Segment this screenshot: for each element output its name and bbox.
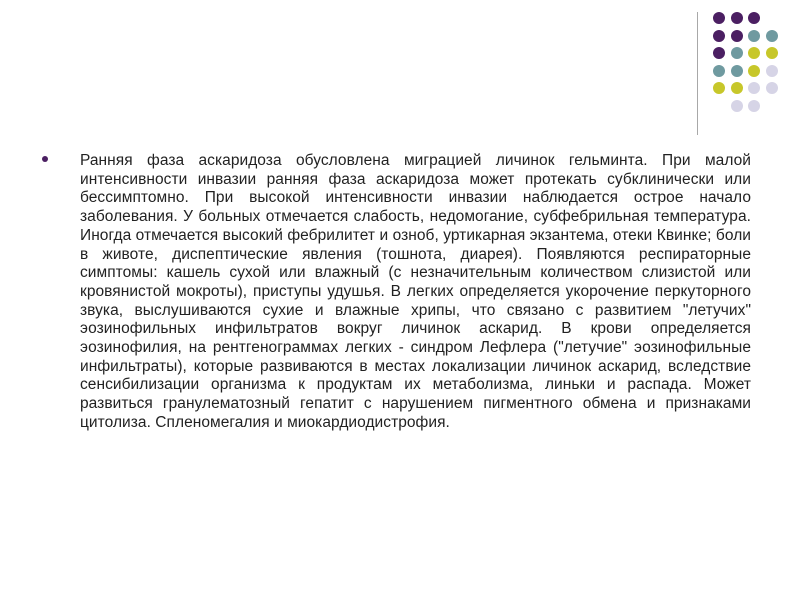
- decorative-dot: [748, 30, 760, 42]
- decorative-dot: [748, 65, 760, 77]
- bullet-dot-icon: [42, 156, 48, 162]
- decorative-dot: [731, 12, 743, 24]
- bullet-item: [45, 152, 751, 433]
- decorative-dot: [731, 30, 743, 42]
- decorative-dot: [766, 47, 778, 59]
- decorative-dot: [748, 47, 760, 59]
- decorative-dot: [766, 82, 778, 94]
- decorative-dot: [713, 12, 725, 24]
- decorative-dot: [713, 82, 725, 94]
- decorative-dot: [766, 30, 778, 42]
- decorative-dot: [731, 100, 743, 112]
- decorative-vertical-line: [697, 12, 698, 135]
- decorative-dot: [748, 82, 760, 94]
- decorative-dot: [748, 12, 760, 24]
- decorative-dot: [731, 82, 743, 94]
- decorative-dot: [731, 65, 743, 77]
- decorative-dot: [713, 47, 725, 59]
- decorative-dot: [766, 65, 778, 77]
- decorative-dot: [731, 47, 743, 59]
- bullet-text: Ранняя фаза аскаридоза обусловлена миграцией личинок гельминта. При малой интенсивности инвазии ранняя фаза аскаридоза может протекать субклинически или бессимптомно. При высокой интенсивности инвазии наблюдается острое начало заболевания. У больных отмечается слабость, недомогание, субфебрильная температура. Иногда отмечается высокий фебрилитет и озноб, уртикарная экзантема, отеки Квинке; боли в животе, диспептические явления (тошнота, диарея). Появляются респираторные симптомы: кашель сухой или влажный (с незначительным количеством слизистой или кровянистой мокроты), приступы удушья. В легких определяется укорочение перкуторного звука, выслушиваются сухие и влажные хрипы, что связано с развитием "летучих" эозинофильных инфильтратов вокруг личинок аскарид. В крови определяется эозинофилия, на рентгенограммах легких - синдром Лефлера ("летучие" эозинофильные инфильтраты), которые развиваются в местах локализации личинок аскарид, вследствие сенсибилизации организма к продуктам их метаболизма, линьки и распада. Может развиться гранулематозный гепатит с нарушением пигментного обмена и признаками цитолиза. Спленомегалия и миокардиодистрофия.: [80, 152, 751, 431]
- decorative-dot: [713, 30, 725, 42]
- decorative-dot: [713, 65, 725, 77]
- decorative-dot: [748, 100, 760, 112]
